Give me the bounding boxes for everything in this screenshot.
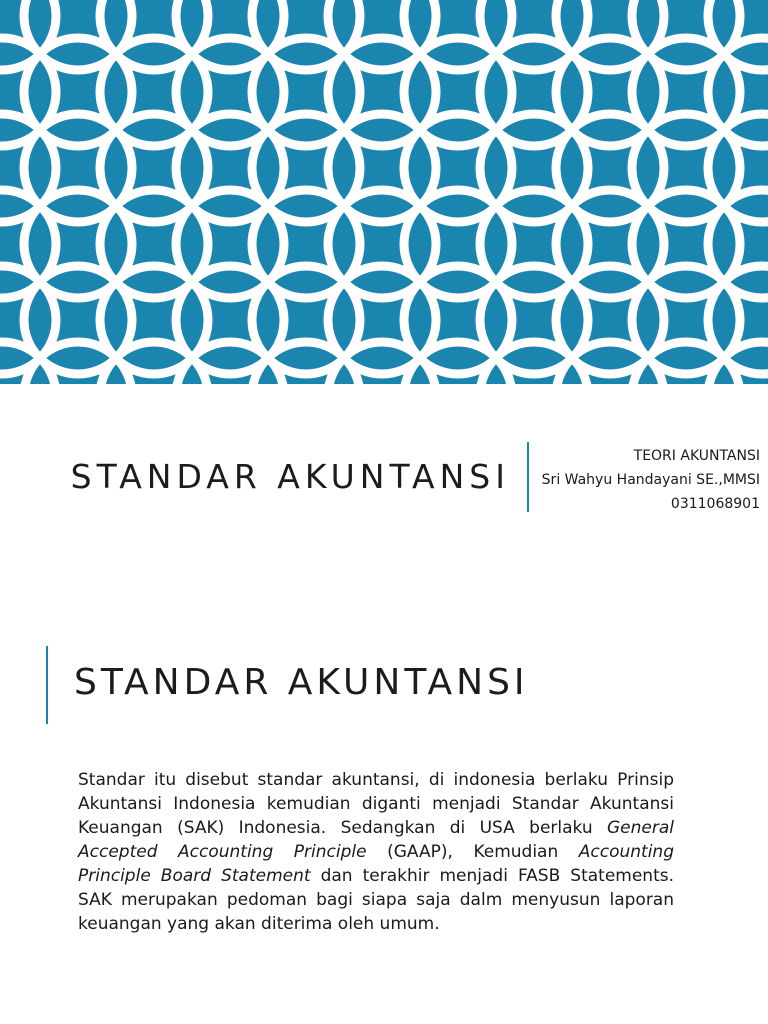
author-id: 0311068901 [670,496,760,512]
presentation-title: STANDAR AKUNTANSI [70,456,510,496]
decorative-circle-pattern [0,0,768,384]
body-text-1: Standar itu disebut standar akuntansi, di indonesia berlaku Prinsip Akuntansi Indonesia kemudian diganti menjadi Standar Akuntansi Keuangan (SAK) Indonesia. Sedangkan di USA berlaku [78,770,674,838]
body-text-3: dan terakhir menjadi FASB Statements. SAK merupakan pedoman bagi siapa saja dalm menyusun laporan keuangan yang akan diterima oleh umum. [78,866,674,934]
title-divider [527,442,529,512]
course-name: TEORI AKUNTANSI [633,448,760,464]
body-text-2: (GAAP), Kemudian [366,842,579,862]
body-italic-apb: Accounting Principle Board Statement [78,842,674,886]
author-name: Sri Wahyu Handayani SE.,MMSI [541,472,760,488]
body-italic-gaap: General Accepted Accounting Principle [78,818,674,862]
content-slide [0,512,768,1024]
title-meta [542,444,760,512]
accent-bar [46,646,48,724]
slide-title: STANDAR AKUNTANSI [74,662,529,703]
body-paragraph [78,768,674,936]
